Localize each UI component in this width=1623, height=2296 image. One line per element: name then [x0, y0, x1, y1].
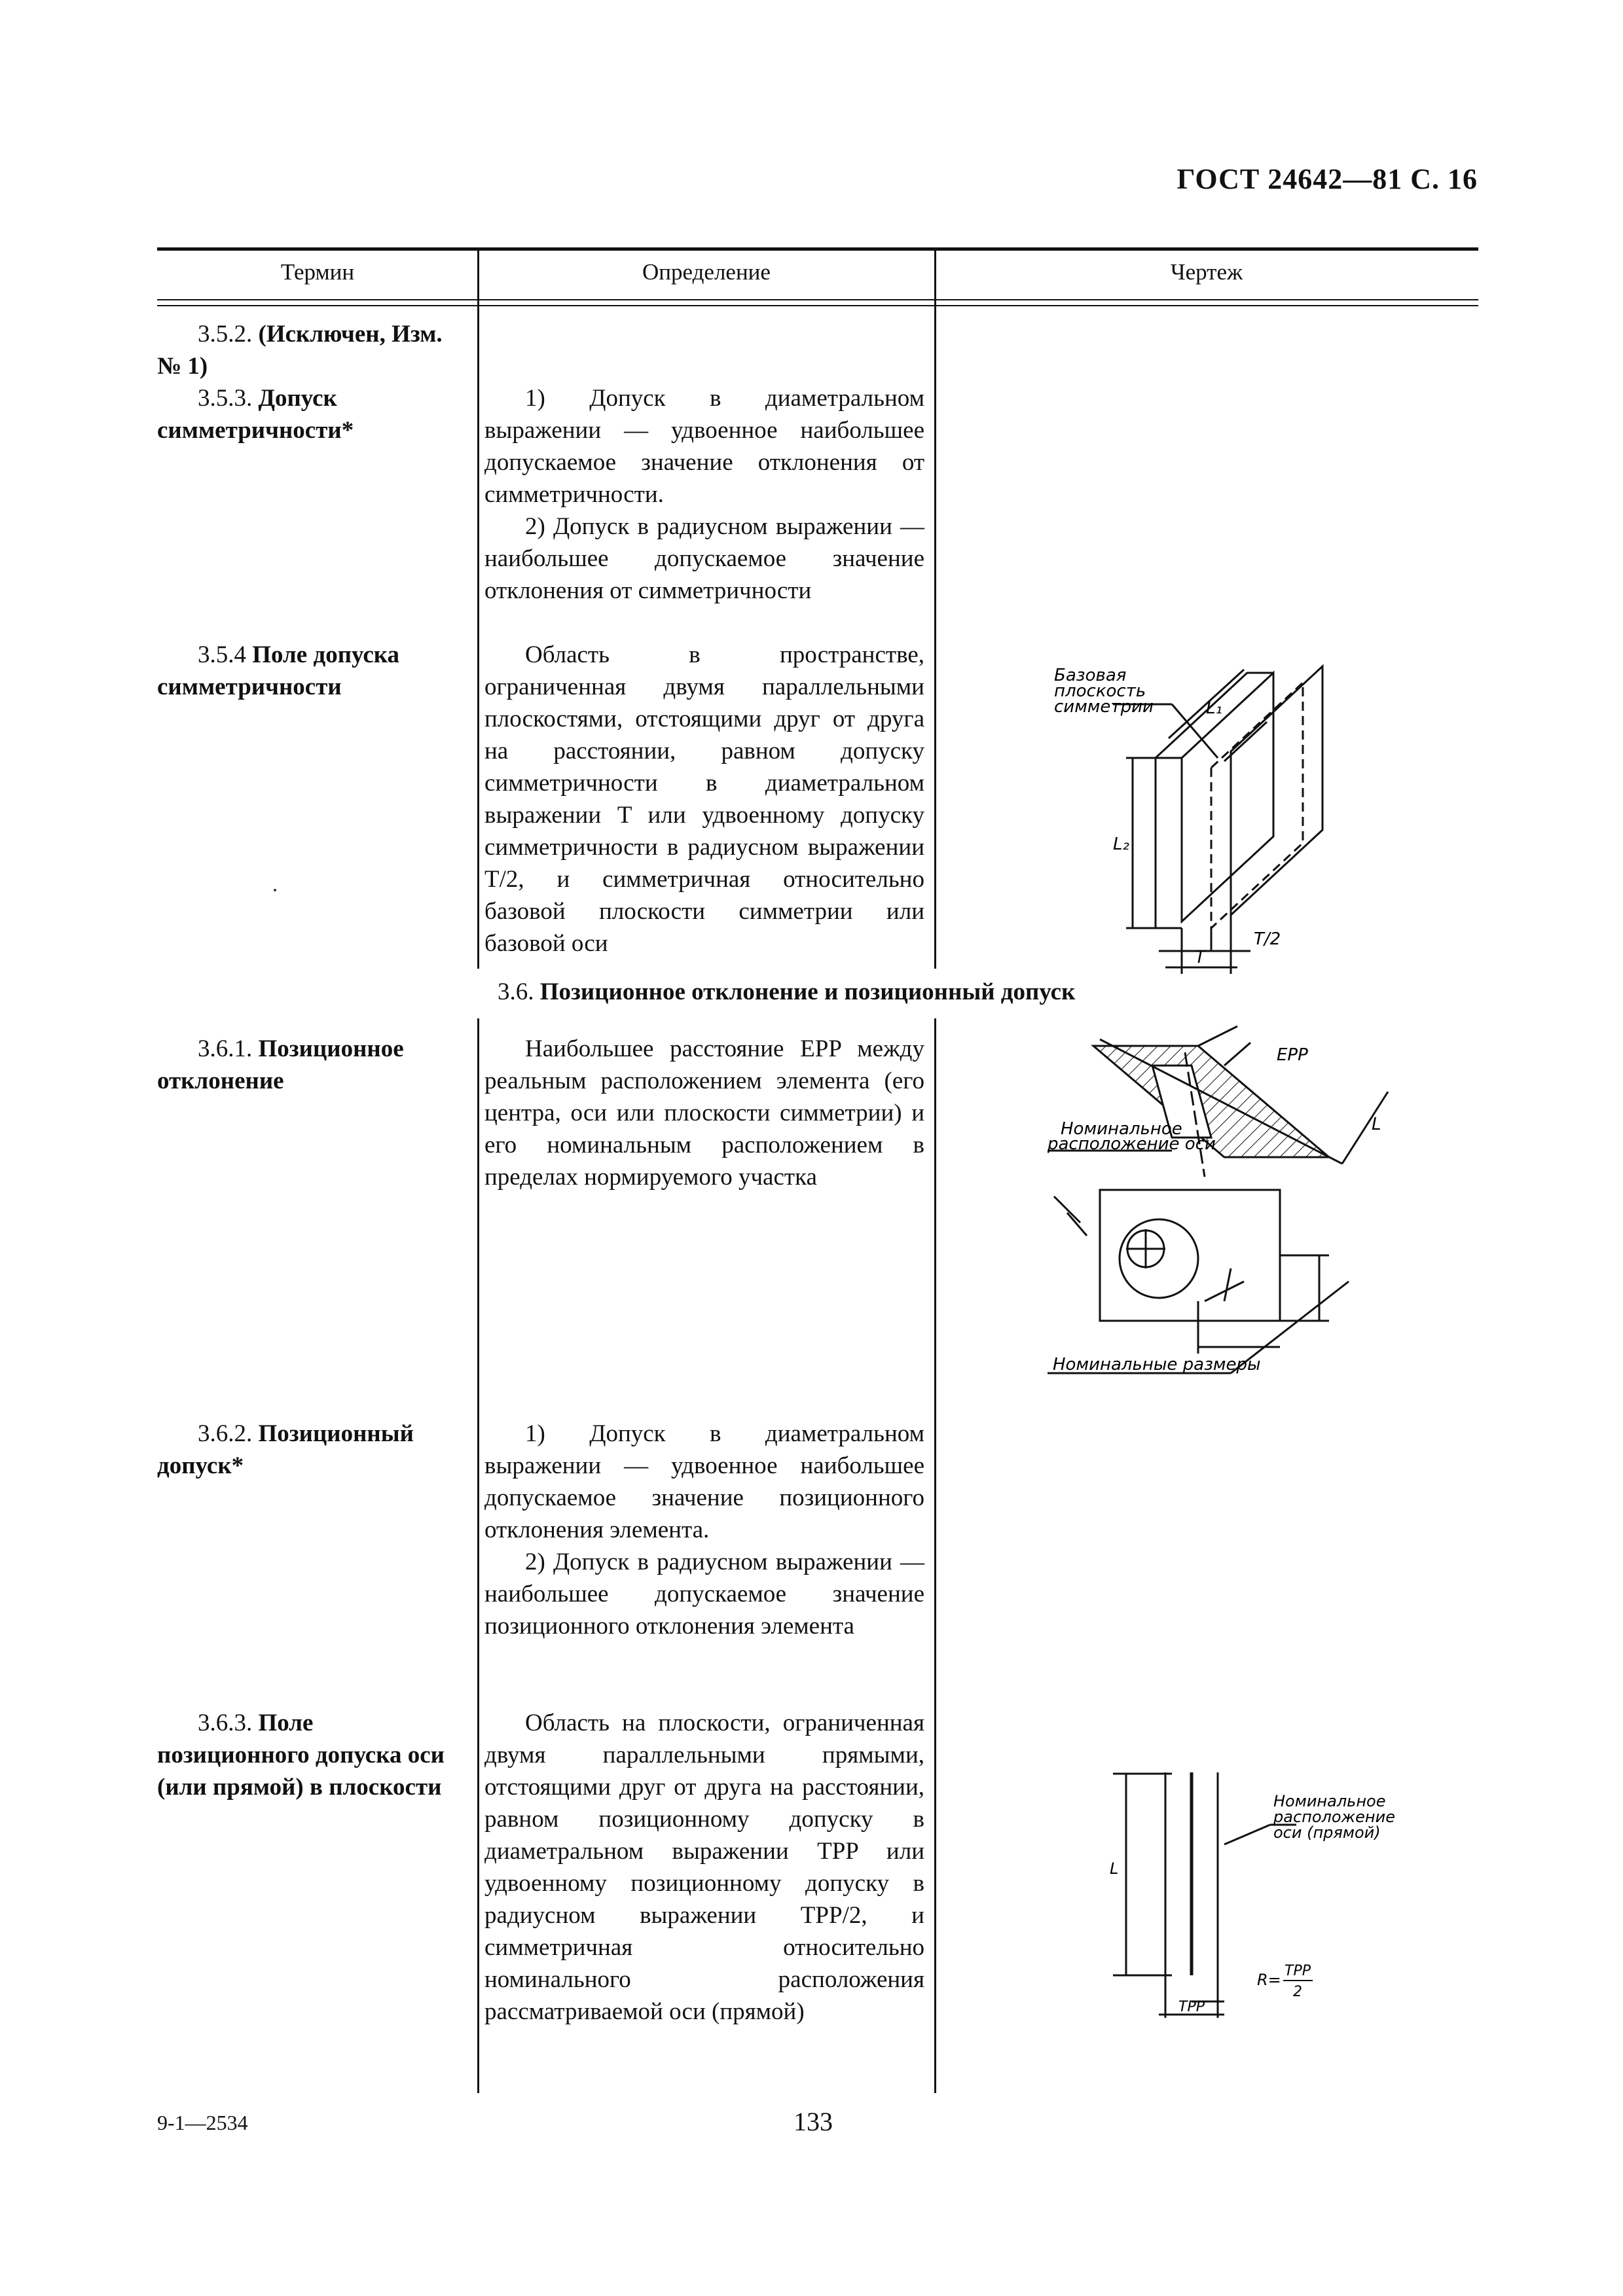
dimension-t-half-label: T/2	[1254, 929, 1281, 949]
term-3-6-3	[157, 1707, 465, 1803]
dimension-l-label: L	[1110, 1859, 1119, 1878]
term-3-6-1	[157, 1033, 465, 1097]
term-number: 3.5.4	[198, 641, 246, 668]
column-header-definition: Определение	[642, 259, 771, 285]
term-name: Поле позиционного допуска оси (или прямой) в плоскости	[157, 1710, 445, 1801]
base-plane-label-2: плоскость	[1054, 681, 1146, 701]
term-name: Позиционное отклонение	[157, 1035, 404, 1094]
term-number: 3.6.3.	[198, 1710, 253, 1736]
dimension-t-label: T	[1195, 948, 1205, 967]
term-3-5-2	[157, 318, 465, 382]
term-name: Допуск симметричности*	[157, 385, 354, 444]
definition-3-6-1	[484, 1033, 924, 1193]
column-divider	[477, 247, 479, 969]
dimension-l1-label: L₁	[1206, 698, 1222, 718]
radius-denominator: 2	[1293, 1984, 1302, 2000]
column-header-term: Термин	[280, 259, 355, 285]
page-number: 133	[793, 2107, 833, 2136]
term-3-6-2	[157, 1418, 465, 1482]
tpp-dimension-label: TPP	[1178, 1999, 1205, 2015]
stray-dot	[274, 889, 276, 891]
column-divider	[934, 1018, 936, 2093]
definition-item-2: 2) Допуск в радиусном выражении — наибольшее допускаемое значение отклонения от симметричности	[484, 513, 924, 604]
positional-deviation-drawing	[1034, 1026, 1440, 1393]
term-number: 3.6.2.	[198, 1420, 253, 1447]
header-rule	[157, 299, 1478, 300]
definition-item-1: 1) Допуск в диаметральном выражении — удвоенное наибольшее допускаемое значение позиционного отклонения элемента.	[484, 1420, 924, 1543]
nominal-line-label-1: Номинальное	[1273, 1792, 1386, 1810]
definition-item-2: 2) Допуск в радиусном выражении — наибольшее допускаемое значение позиционного отклонения элемента	[484, 1549, 924, 1640]
positional-tolerance-field-drawing	[1087, 1753, 1395, 2028]
epp-label: EPP	[1277, 1045, 1308, 1065]
term-3-5-3	[157, 382, 465, 446]
term-number: 3.5.3.	[198, 385, 253, 412]
dimension-l2-label: L₂	[1113, 834, 1129, 854]
symmetry-tolerance-field-drawing	[1034, 653, 1401, 967]
header-rule-double	[157, 305, 1478, 306]
term-number: 3.5.2.	[198, 321, 253, 348]
nominal-axis-label-2: расположение оси	[1048, 1134, 1216, 1154]
base-plane-label-1: Базовая	[1054, 666, 1127, 685]
section-3-6-title	[498, 976, 1075, 1008]
definition-3-5-3	[484, 382, 924, 607]
document-header: ГОСТ 24642—81 С. 16	[1176, 163, 1478, 195]
base-plane-label-3: симметрии	[1054, 697, 1154, 717]
term-name: (Исключен, Изм. № 1)	[157, 321, 443, 380]
definition-text: Область на плоскости, ограниченная двумя параллельными прямыми, отстоящими друг от друга на расстоянии, равном позиционному допуску в диаметральном выражении TPP или удвоенному позиционному допуску в радиусном выражении TPP/2, и симметричная относительно номинального расположения рассматриваемой оси (прямой)	[484, 1710, 924, 2025]
print-code: 9-1—2534	[157, 2111, 248, 2134]
term-number: 3.6.1.	[198, 1035, 253, 1062]
terms-table	[157, 247, 1478, 2093]
term-3-5-4	[157, 639, 465, 703]
table-top-rule	[157, 247, 1478, 251]
nominal-axis-label-1: Номинальное	[1061, 1119, 1182, 1139]
term-name: Позиционный допуск*	[157, 1420, 414, 1479]
term-name: Поле допуска симметричности	[157, 641, 400, 700]
definition-3-5-4	[484, 639, 924, 960]
column-divider	[934, 247, 936, 969]
dimension-l-label: L	[1372, 1115, 1381, 1134]
radius-label: R=	[1257, 1971, 1281, 1989]
radius-numerator: TPP	[1285, 1963, 1311, 1979]
definition-text: Область в пространстве, ограниченная двумя параллельными плоскостями, отстоящими друг от друга на расстоянии, равном допуску симметричности в диаметральном выражении T или удвоенному допуску симметричности в радиусном выражении T/2, и симметричная относительно базовой плоскости симметрии или базовой оси	[484, 641, 924, 957]
section-name: Позиционное отклонение и позиционный допуск	[539, 978, 1076, 1005]
definition-3-6-2	[484, 1418, 924, 1642]
column-divider	[477, 1018, 479, 2093]
nominal-line-label-3: оси (прямой)	[1273, 1823, 1381, 1842]
nominal-line-label-2: расположение	[1273, 1808, 1395, 1826]
section-number: 3.6.	[498, 978, 534, 1005]
column-header-drawing: Чертеж	[1170, 259, 1243, 285]
definition-3-6-3	[484, 1707, 924, 2028]
definition-text: Наибольшее расстояние EPP между реальным расположением элемента (его центра, оси или плоскости симметрии) и его номинальным расположением в пределах нормируемого участка	[484, 1035, 924, 1191]
nominal-sizes-label: Номинальные размеры	[1053, 1355, 1261, 1374]
definition-item-1: 1) Допуск в диаметральном выражении — удвоенное наибольшее допускаемое значение отклонения от симметричности.	[484, 385, 924, 508]
